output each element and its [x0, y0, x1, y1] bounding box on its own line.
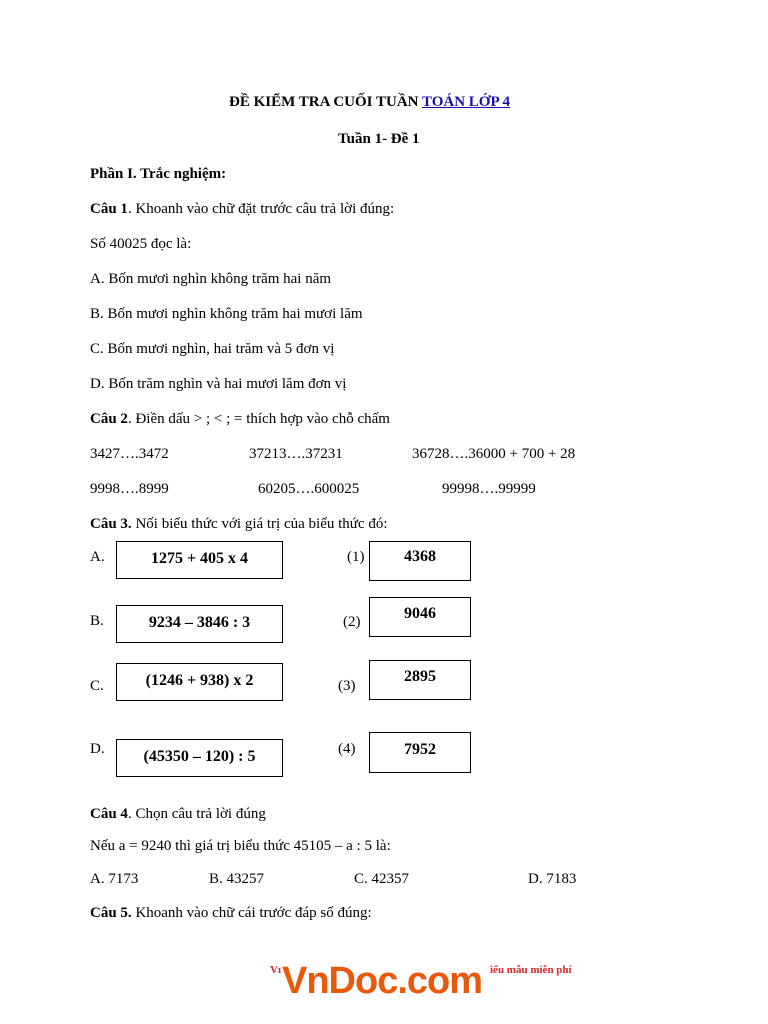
q1-label: Câu 1	[90, 201, 128, 217]
footer-right-fragment: iểu mẫu miễn phí	[490, 964, 572, 976]
title-link[interactable]: TOÁN LỚP 4	[421, 94, 511, 110]
title-text: ĐỀ KIỂM TRA CUỐI TUẦN	[229, 94, 422, 110]
q3-expression-box: 1275 + 405 x 4	[116, 541, 283, 579]
document-title	[229, 94, 510, 111]
q2-line	[90, 411, 390, 428]
vndoc-logo: VnDoc.com	[282, 960, 483, 1002]
q2-text: . Điền dấu > ; < ; = thích hợp vào chỗ chấm	[127, 411, 390, 427]
q2-item: 99998….99999	[442, 481, 536, 497]
q1-option-c: C. Bốn mươi nghìn, hai trăm và 5 đơn vị	[90, 341, 335, 357]
q3-value-box: 4368	[369, 541, 471, 581]
q3-value-num: (2)	[343, 614, 361, 630]
q3-letter-b: B.	[90, 613, 104, 629]
q3-value-box: 7952	[369, 732, 471, 773]
q3-letter-a: A.	[90, 549, 105, 565]
q2-item: 9998….8999	[90, 481, 169, 497]
q2-item: 36728….36000 + 700 + 28	[412, 446, 576, 462]
q5-line	[90, 905, 372, 922]
q4-label: Câu 4	[90, 806, 128, 822]
q4-line	[90, 806, 266, 823]
q3-value-num: (4)	[338, 741, 356, 757]
q3-letter-c: C.	[90, 678, 104, 694]
q3-value-box: 9046	[369, 597, 471, 637]
q3-label: Câu 3.	[90, 516, 132, 532]
q1-prompt: Số 40025 đọc là:	[90, 236, 192, 252]
q5-text: Khoanh vào chữ cái trước đáp số đúng:	[131, 905, 372, 921]
q4-text: . Chọn câu trả lời đúng	[127, 806, 266, 822]
part1-heading: Phần I. Trắc nghiệm:	[90, 166, 227, 182]
q1-line	[90, 201, 394, 218]
q2-item: 3427….3472	[90, 446, 169, 462]
q5-label: Câu 5.	[90, 905, 132, 921]
q3-text: Nối biểu thức với giá trị của biểu thức đó:	[131, 516, 388, 532]
q1-text: . Khoanh vào chữ đặt trước câu trả lời đúng:	[127, 201, 395, 217]
q3-expression-box: (45350 – 120) : 5	[116, 739, 283, 777]
q4-option-b: B. 43257	[209, 871, 265, 887]
q3-value-num: (3)	[338, 678, 356, 694]
q1-option-d: D. Bốn trăm nghìn và hai mươi lăm đơn vị	[90, 376, 347, 392]
q1-option-a: A. Bốn mươi nghìn không trăm hai năm	[90, 271, 332, 287]
q4-option-a: A. 7173	[90, 871, 139, 887]
q3-expression-box: 9234 – 3846 : 3	[116, 605, 283, 643]
q4-option-d: D. 7183	[528, 871, 577, 887]
q4-prompt: Nếu a = 9240 thì giá trị biểu thức 45105 – a : 5 là:	[90, 838, 391, 854]
q3-value-num: (1)	[347, 549, 365, 565]
q2-item: 60205….600025	[258, 481, 360, 497]
q3-line	[90, 516, 388, 533]
q3-expression-box: (1246 + 938) x 2	[116, 663, 283, 701]
q3-letter-d: D.	[90, 741, 105, 757]
footer-left-fragment: Vı	[270, 964, 281, 976]
q2-item: 37213….37231	[249, 446, 343, 462]
q1-option-b: B. Bốn mươi nghìn không trăm hai mươi lăm	[90, 306, 363, 322]
q3-value-box: 2895	[369, 660, 471, 700]
q4-option-c: C. 42357	[354, 871, 410, 887]
document-subtitle: Tuần 1- Đề 1	[338, 131, 420, 147]
q2-label: Câu 2	[90, 411, 128, 427]
